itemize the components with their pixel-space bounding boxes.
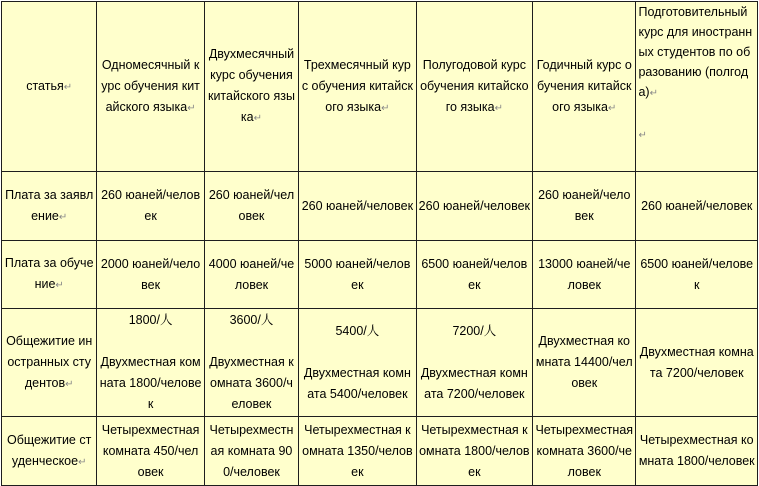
paragraph-mark-icon: ↵ <box>78 456 87 468</box>
row-label: Общежитие иностранных студентов↵ <box>2 309 97 417</box>
header-preparatory: Подготовительный курс для иностранных студентов по образованию (полгода)↵ ↵ <box>636 2 758 172</box>
paragraph-mark-icon: ↵ <box>58 211 68 223</box>
header-row <box>2 2 758 172</box>
table-cell: Четырехместная комната 1800/человек <box>636 417 758 486</box>
table-cell: Четырехместная комната 3600/человек <box>533 417 636 486</box>
header-one-month: Одномесячный курс обучения китайского языка↵ <box>97 2 204 172</box>
paragraph-mark-icon: ↵ <box>65 378 74 390</box>
paragraph-mark-icon: ↵ <box>55 280 64 291</box>
table-cell: 6500 юаней/человек <box>416 241 532 309</box>
table-cell: 7200/人 Двухместная комната 7200/человек <box>416 309 532 417</box>
header-half-year: Полугодовой курс обучения китайского языка↵ <box>416 2 532 172</box>
table-cell: 260 юаней/человек <box>416 172 532 241</box>
table-cell: 260 юаней/человек <box>636 172 758 241</box>
table-cell: 4000 юаней/человек <box>204 241 298 309</box>
table-row-student-dorm <box>2 417 758 486</box>
table-cell: Четырехместная комната 1350/человек <box>299 417 416 486</box>
table-cell: 5000 юаней/человек <box>299 241 416 309</box>
table-cell: 2000 юаней/человек <box>97 241 204 309</box>
table-row-tuition-fee <box>2 241 758 309</box>
paragraph-mark-icon: ↵ <box>63 81 73 93</box>
paragraph-mark-icon: ↵ <box>187 102 196 114</box>
table-cell: 13000 юаней/человек <box>533 241 636 309</box>
paragraph-mark-icon: ↵ <box>253 113 263 124</box>
table-cell: 3600/人 Двухместная комната 3600/человек <box>204 309 298 417</box>
table-cell: Двухместная комната 14400/человек <box>533 309 636 417</box>
table-cell: Двухместная комната 7200/человек <box>636 309 758 417</box>
paragraph-mark-icon: ↵ <box>638 130 647 141</box>
row-label: Плата за обучение↵ <box>2 241 97 309</box>
paragraph-mark-icon: ↵ <box>607 102 617 114</box>
row-label: Плата за заявление↵ <box>2 172 97 241</box>
table-cell: Четырехместная комната 450/человек <box>97 417 204 486</box>
paragraph-mark-icon: ↵ <box>649 88 658 99</box>
table-row-foreign-dorm <box>2 309 758 417</box>
table-cell: Четырехместная комната 900/человек <box>204 417 298 486</box>
row-label: Общежитие студенческое↵ <box>2 417 97 486</box>
table-cell: 260 юаней/человек <box>299 172 416 241</box>
paragraph-mark-icon: ↵ <box>494 102 503 114</box>
table-cell: 6500 юаней/человек <box>636 241 758 309</box>
header-two-month: Двухмесячный курс обучения китайского языка↵ <box>204 2 298 172</box>
header-three-month: Трехмесячный курс обучения китайского языка↵ <box>299 2 416 172</box>
table-cell: 1800/人 Двухместная комната 1800/человек <box>97 309 204 417</box>
header-one-year: Годичный курс обучения китайского языка↵ <box>533 2 636 172</box>
table-row-application-fee <box>2 172 758 241</box>
table-cell: 260 юаней/человек <box>204 172 298 241</box>
paragraph-mark-icon: ↵ <box>381 102 390 114</box>
table-cell: 260 юаней/человек <box>533 172 636 241</box>
table-cell: 260 юаней/человек <box>97 172 204 241</box>
header-article: статья↵ <box>2 2 97 172</box>
fees-table <box>1 1 758 486</box>
table-cell: 5400/人 Двухместная комната 5400/человек <box>299 309 416 417</box>
table-cell: Четырехместная комната 1800/человек <box>416 417 532 486</box>
